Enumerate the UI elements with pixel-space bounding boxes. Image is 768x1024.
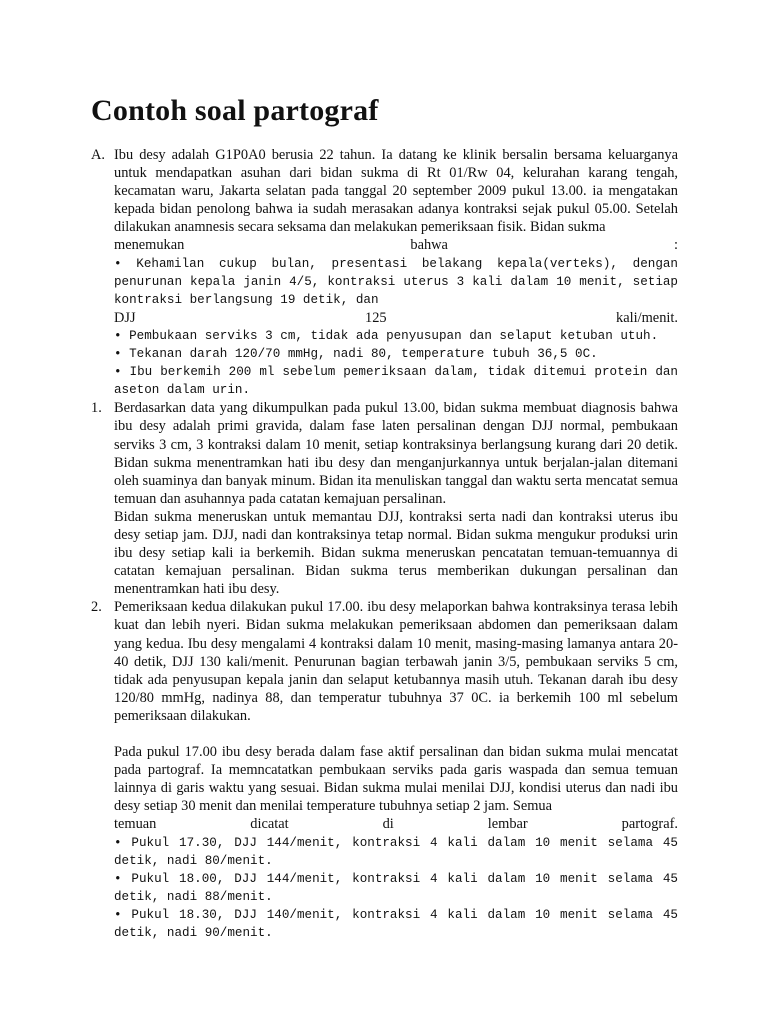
document-body xyxy=(91,146,678,942)
section-a-bullet-1: • Kehamilan cukup bulan, presentasi belakang kepala(verteks), dengan penurunan kepala janin 4/5, kontraksi uterus 3 kali dalam 10 menit, setiap kontraksi berlangsung 19 detik, dan xyxy=(114,256,678,307)
section-a-intro: Ibu desy adalah G1P0A0 berusia 22 tahun. Ia datang ke klinik bersalin bersama keluarganya untuk mendapatkan asuhan dari bidan sukma di Rt 01/Rw 04, kelurahan karang tengah, kecamatan waru, Jakarta selatan pada tanggal 20 september 2009 pukul 13.00. ia mengatakan kepada bidan penolong bahwa ia sudah merasakan adanya kontraksi sejak pukul 05.00. Setelah dilakukan anamnesis secara seksama dan melakukan pemeriksaan fisik. Bidan sukma xyxy=(114,147,678,236)
findings-word-5: partograf. xyxy=(621,816,678,833)
item-1-paragraph-1: Berdasarkan data yang dikumpulkan pada pukul 13.00, bidan sukma membuat diagnosis bahwa ibu desy adalah primi gravida, dalam fase laten persalinan dengan DJJ normal, pembukaan serviks 3 cm, 3 kontraksi dalam 10 menit, setiap kontraksinya berlangsung kurang dari 20 detik. Bidan sukma menentramkan hati ibu desy dan menganjurkannya untuk berjalan-jalan ditemani oleh suaminya dan banyak minum. Bidan ita menuliskan tanggal dan waktu serta mencatat semua temuan dan asuhannya pada catatan kemajuan persalinan. xyxy=(114,400,678,507)
item-1-paragraph-2: Bidan sukma meneruskan untuk memantau DJJ, kontraksi serta nadi dan kontraksi uterus ibu desy setiap jam. DJJ, nadi dan kontraksinya tetap normal. Bidan sukma mengukur produksi urin ibu desy setiap kali ia berkemih. Bidan sukma meneruskan pencatatan temuan-temuannya di catatan kemajuan persalinan. Bidan sukma terus memberikan dukungan persalinan dan menentramkan hati ibu desy. xyxy=(114,508,678,598)
item-2-paragraph-1: Pemeriksaan kedua dilakukan pukul 17.00. ibu desy melaporkan bahwa kontraksinya terasa lebih kuat dan lebih nyeri. Bidan sukma melakukan pemeriksaan abdomen dan pemeriksaan dalam yang kedua. Ibu desy mengalami 4 kontraksi dalam 10 menit, masing-masing lamanya antara 20-40 detik, DJJ 130 kali/menit. Penurunan bagian terbawah janin 3/5, pembukaan serviks 5 cm, tidak ada penyusupan kepala janin dan selaput ketubannya masih utuh. Tekanan darah ibu desy 120/80 mmHg, nadinya 88, dan temperatur tubuhnya 37 0C. ia berkemih 100 ml sebelum pemeriksaan dilakukan. xyxy=(114,599,678,724)
page-title: Contoh soal partograf xyxy=(91,94,379,127)
section-a-bullet-3: • Tekanan darah 120/70 mmHg, nadi 80, temperature tubuh 36,5 0C. xyxy=(114,347,598,362)
findings-word-3: di xyxy=(382,816,394,833)
numbered-item-2 xyxy=(91,598,678,942)
paragraph-spacer xyxy=(114,725,678,743)
section-a-bullet-4: • Ibu berkemih 200 ml sebelum pemeriksaan dalam, tidak ditemui protein dan aseton dalam urin. xyxy=(114,365,678,398)
section-a-djj-line xyxy=(114,309,678,327)
findings-word-4: lembar xyxy=(487,816,528,833)
item-2-bullet-3: • Pukul 18.30, DJJ 140/menit, kontraksi 4 kali dalam 10 menit selama 45 detik, nadi 90/menit. xyxy=(114,907,678,941)
section-a-marker: A. xyxy=(91,147,105,163)
item-2-marker: 2. xyxy=(91,599,102,616)
found-word-2: bahwa xyxy=(410,237,448,254)
djj-label: DJJ xyxy=(114,309,136,326)
findings-word-1: temuan xyxy=(114,816,157,833)
section-a xyxy=(91,146,678,399)
findings-word-2: dicatat xyxy=(250,816,289,833)
item-2-paragraph-2: Pada pukul 17.00 ibu desy berada dalam fase aktif persalinan dan bidan sukma mulai mencatat pada partograf. Ia memncatatkan pembukaan serviks pada garis waspada dan semua temuan lainnya di garis waktu yang sesuai. Bidan sukma mulai menilai DJJ, kondisi uterus dan nadi ibu desy setiap 30 menit dan menilai temperature tubuhnya setiap 2 jam. Semua xyxy=(114,744,678,815)
section-a-bullet-2: • Pembukaan serviks 3 cm, tidak ada penyusupan dan selaput ketuban utuh. xyxy=(114,328,659,343)
djj-unit: kali/menit. xyxy=(616,309,678,326)
found-word-3: : xyxy=(674,237,678,254)
found-word-1: menemukan xyxy=(114,237,185,254)
djj-value: 125 xyxy=(365,309,387,326)
item-2-bullet-1: • Pukul 17.30, DJJ 144/menit, kontraksi 4 kali dalam 10 menit selama 45 detik, nadi 80/menit. xyxy=(114,835,678,868)
item-2-bullet-2: • Pukul 18.00, DJJ 144/menit, kontraksi 4 kali dalam 10 menit selama 45 detik, nadi 88/menit. xyxy=(114,871,678,904)
item-1-marker: 1. xyxy=(91,400,102,417)
item-2-findings-line xyxy=(114,815,678,833)
section-a-found-line xyxy=(114,236,678,254)
numbered-item-1 xyxy=(91,399,678,598)
